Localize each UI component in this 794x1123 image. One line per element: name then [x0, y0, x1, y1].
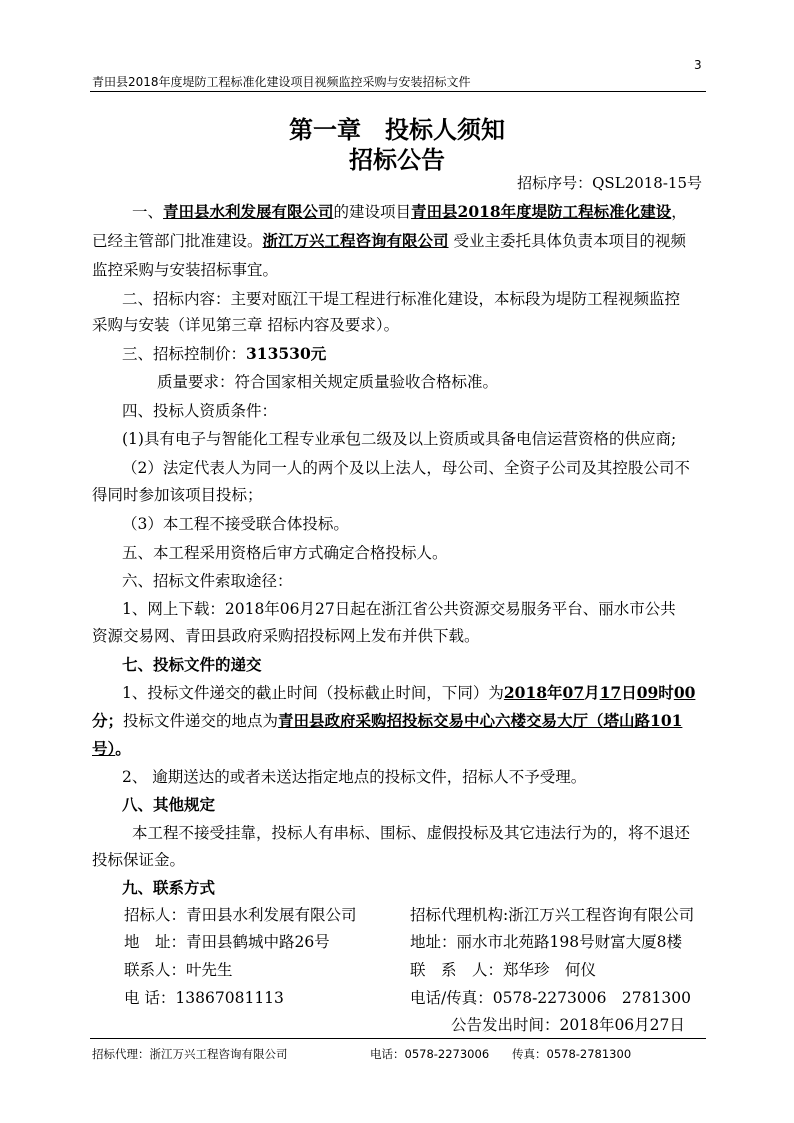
- s7-item2: 2、 逾期送达的或者未送达指定地点的投标文件，招标人不予受理。: [122, 768, 587, 786]
- s8-line2: 投标保证金。: [92, 851, 186, 869]
- contact-left-0: 招标人：青田县水利发展有限公司: [124, 906, 357, 924]
- s1-line2: 已经主管部门批准建设。浙江万兴工程咨询有限公司 受业主委托具体负责本项目的视频: [92, 231, 686, 250]
- s7-title: 七、投标文件的递交: [122, 655, 262, 674]
- s4-title: 四、投标人资质条件：: [122, 402, 278, 420]
- s7-line3: 号）。: [92, 739, 131, 758]
- header-rule: [90, 91, 706, 92]
- s4-item1: (1)具有电子与智能化工程专业承包二级及以上资质或具备电信运营资格的供应商;: [122, 430, 677, 448]
- contact-left-1: 地 址：青田县鹤城中路26号: [124, 933, 330, 951]
- footer-agent: 招标代理：浙江万兴工程咨询有限公司: [92, 1047, 288, 1061]
- control-price: 313530元: [246, 344, 327, 363]
- s9-title: 九、联系方式: [122, 878, 216, 897]
- chapter-title: 第一章 投标人须知: [289, 115, 505, 144]
- s6-line1: 1、网上下载：2018年06月27日起在浙江省公共资源交易服务平台、丽水市公共: [122, 600, 676, 618]
- contact-left-2: 联系人：叶先生: [124, 961, 233, 979]
- s1-line3: 监控采购与安装招标事宜。: [92, 261, 279, 279]
- s1-line1: 一、青田县水利发展有限公司的建设项目青田县2018年度堤防工程标准化建设，: [132, 202, 687, 221]
- s5: 五、本工程采用资格后审方式确定合格投标人。: [122, 544, 448, 562]
- contact-right-1: 地址：丽水市北苑路198号财富大厦8楼: [410, 933, 682, 951]
- s4-item3: （3）本工程不接受联合体投标。: [122, 515, 349, 533]
- notice-title: 招标公告: [349, 145, 445, 174]
- s8-title: 八、其他规定: [122, 795, 216, 814]
- footer-tel: 电话：0578-2273006: [370, 1047, 490, 1061]
- contact-right-0: 招标代理机构:浙江万兴工程咨询有限公司: [410, 906, 695, 924]
- running-header: 青田县2018年度堤防工程标准化建设项目视频监控采购与安装招标文件: [92, 75, 471, 89]
- s6-line2: 资源交易网、青田县政府采购招投标网上发布并供下载。: [92, 627, 480, 645]
- owner-name: 青田县水利发展有限公司: [163, 202, 334, 221]
- s7-line2: 分；投标文件递交的地点为青田县政府采购招投标交易中心六楼交易大厅（塔山路101: [92, 711, 683, 730]
- s3-price: 三、招标控制价：313530元: [122, 344, 327, 363]
- project-name: 青田县2018年度堤防工程标准化建设: [411, 202, 672, 221]
- s8-line1: 本工程不接受挂靠，投标人有串标、围标、虚假投标及其它违法行为的，将不退还: [132, 824, 691, 842]
- s2-line2: 采购与安装（详见第三章 招标内容及要求）。: [92, 316, 400, 334]
- page-number: 3: [694, 58, 702, 72]
- s6-title: 六、招标文件索取途径：: [122, 572, 293, 590]
- contact-right-2: 联 系 人：郑华珍 何仪: [410, 961, 597, 979]
- footer-fax: 传真：0578-2781300: [512, 1047, 632, 1061]
- serial-number: 招标序号：QSL2018-15号: [517, 174, 702, 192]
- submission-place: 青田县政府采购招投标交易中心六楼交易大厅（塔山路101: [278, 711, 683, 730]
- s2-line1: 二、招标内容：主要对瓯江干堤工程进行标准化建设，本标段为堤防工程视频监控: [122, 290, 681, 308]
- contact-right-3: 电话/传真：0578-2273006 2781300: [410, 989, 691, 1007]
- agent-name: 浙江万兴工程咨询有限公司: [262, 231, 449, 250]
- footer-rule: [90, 1038, 706, 1039]
- publish-date: 公告发出时间：2018年06月27日: [451, 1016, 685, 1034]
- s4-item2a: （2）法定代表人为同一人的两个及以上法人，母公司、全资子公司及其控股公司不: [122, 459, 690, 477]
- s7-line1: 1、投标文件递交的截止时间（投标截止时间，下同）为2018年07月17日09时00: [122, 683, 696, 702]
- s3-quality: 质量要求：符合国家相关规定质量验收合格标准。: [157, 373, 499, 391]
- s4-item2b: 得同时参加该项目投标；: [92, 486, 263, 504]
- contact-left-3: 电 话：13867081113: [124, 989, 284, 1007]
